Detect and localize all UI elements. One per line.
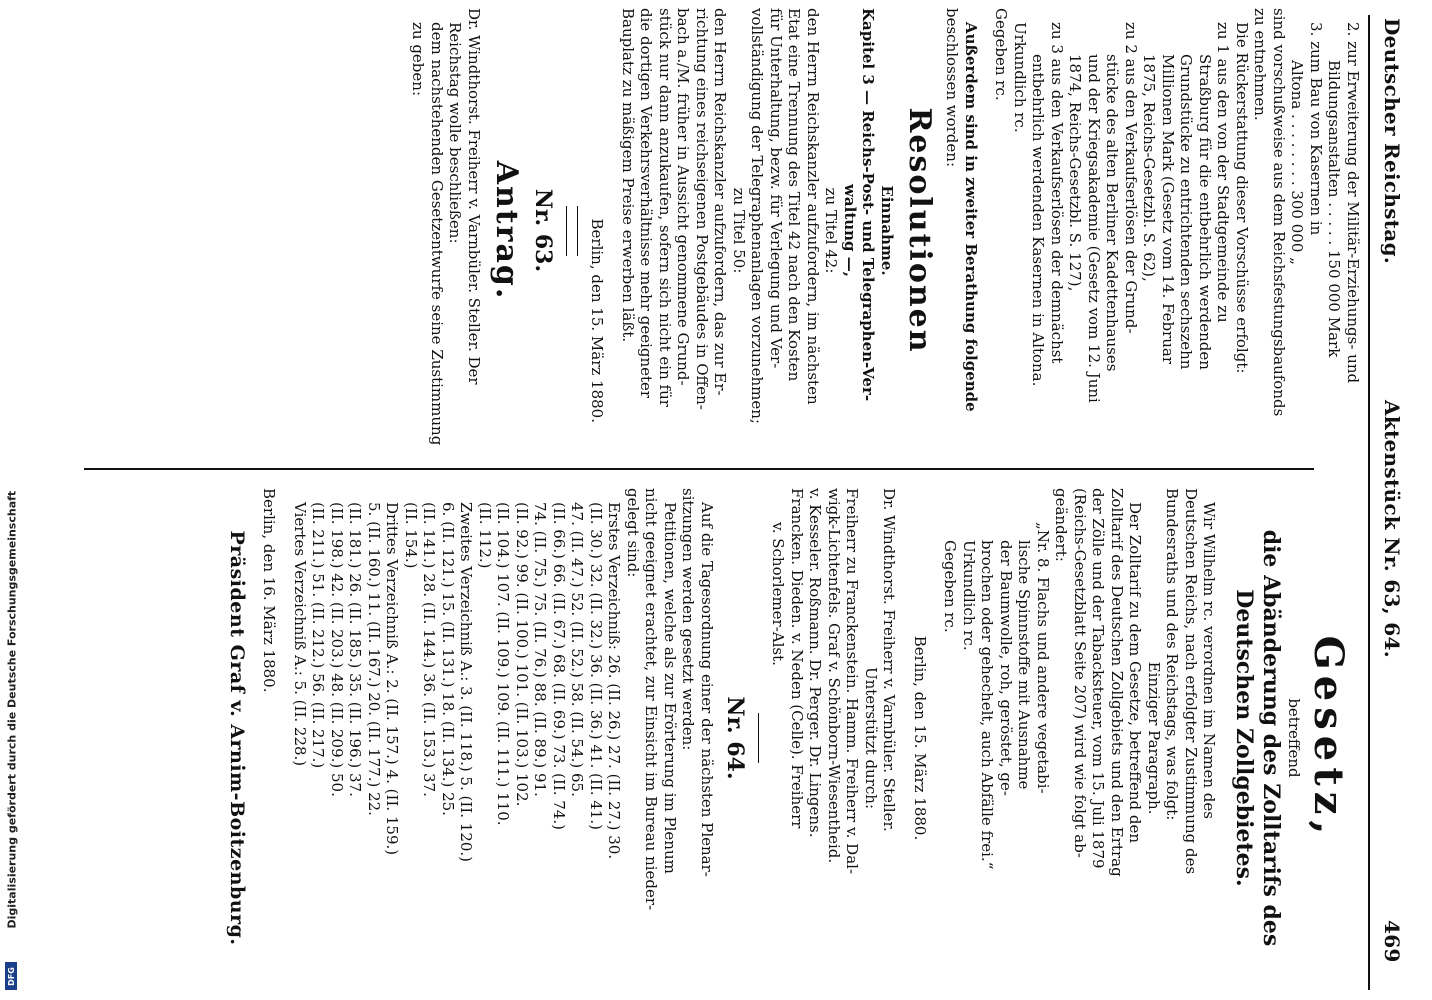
- text-line: brochen oder gehechelt, auch Abfälle frei.“: [978, 540, 997, 870]
- text-line: entbehrlich werdenden Kasernen in Altona.: [1029, 54, 1048, 387]
- text-line: (II. 30.) 32. (II. 32.) 36. (II. 36.) 41. (II. 41.): [587, 502, 605, 830]
- text-line: 6. (II. 121.) 15. (II. 131.) 18. (II. 134.) 25.: [439, 502, 457, 816]
- text-line: „Nr. 8. Flachs und andere vegetabi-: [1034, 522, 1052, 794]
- text-line: (II. 198.) 42. (II. 203.) 48. (II. 209.) 50.: [328, 502, 346, 797]
- column-divider: [84, 468, 1314, 470]
- text-line: Francken. Dieden. v. Neden (Celle). Freiherr: [788, 488, 806, 829]
- text-line: Urkundlich rc.: [1011, 22, 1029, 133]
- text-line: der Zölle und der Tabacksteuer, vom 15. Juli 1879: [1089, 488, 1108, 869]
- antrag-title: Antrag.: [489, 160, 524, 301]
- dfg-logo-icon: [5, 962, 17, 990]
- text-line: für Unterhaltung, bezw. für Verlegung und Ver-: [767, 8, 785, 369]
- text-line: Bildungsanstalten . . . . . 150 000 Mark: [1325, 60, 1344, 358]
- text-line: Viertes Verzeichniß A.: 5. (II. 228.): [291, 502, 309, 767]
- text-line: Gegeben rc.: [992, 8, 1011, 101]
- text-line: Altona . . . . . . . . 300 000 „: [1288, 60, 1307, 265]
- header-left: Deutscher Reichstag.: [1380, 18, 1404, 265]
- supported-by: Unterstützt durch:: [862, 666, 880, 810]
- text-line: stück nur dann anzukaufen, sofern sich nicht ein für: [656, 8, 674, 407]
- text-line: den Herrn Reichskanzler aufzufordern, das zur Er-: [711, 8, 730, 396]
- text-line: richtung eines reichseigenen Postgebäudes in Offen-: [693, 8, 711, 410]
- text-line: die dortigen Verkehrsverhältnisse mehr geeigneter: [637, 8, 656, 399]
- text-line: stücke des alten Berliner Kadettenhauses: [1103, 54, 1122, 372]
- signers: Dr. Windthorst. Freiherr v. Varnbüler. Steller.: [880, 488, 899, 832]
- text-line: (Reichs-Gesetzblatt Seite 207) wird wie folgt ab-: [1071, 488, 1089, 858]
- text-line: nicht geeignet erachtet, zur Einsicht im Bureau nieder-: [642, 488, 661, 911]
- president-signature: Präsident Graf v. Arnim-Boitzenburg.: [226, 530, 248, 946]
- text-line: vollständigung der Telegraphenanlagen vorzunehmen;: [748, 8, 767, 424]
- date-line: Berlin, den 16. März 1880.: [260, 488, 279, 693]
- text-line: Auf die Tagesordnung einer der nächsten Plenar-: [698, 502, 716, 877]
- text-line: Erstes Verzeichniß: 26. (II. 26.) 27. (II. 27.) 30.: [605, 502, 624, 860]
- text-line: Petitionen, welche als zur Erörterung im Plenum: [661, 502, 679, 874]
- text-line: lische Spinnstoffe mit Ausnahme: [1015, 540, 1034, 790]
- text-line: Gegeben rc.: [941, 540, 960, 633]
- text-line: (II. 104.) 107. (II. 109.) 109. (II. 111.) 110.: [494, 502, 513, 826]
- text-line: Etat eine Trennung des Titel 42 nach den Kosten: [785, 8, 804, 382]
- text-line: (II. 66.) 66. (II. 67.) 68. (II. 69.) 73. (II. 74.): [550, 502, 568, 830]
- titel-heading: zu Titel 42:: [822, 187, 841, 274]
- text-line: sind vorschußweise aus dem Reichsfestungsbaufonds: [1270, 8, 1288, 417]
- text-line: Millionen Mark (Gesetz vom 14. Februar: [1159, 54, 1177, 364]
- gesetz-title: Gesetz,: [1305, 635, 1352, 841]
- text-line: 3. zum Bau von Kasernen in: [1307, 22, 1325, 236]
- text-line: geändert:: [1052, 488, 1071, 562]
- text-line: bach a./M. früher in Aussicht genommene Grund-: [674, 8, 693, 386]
- gesetz-subtitle: betreffend: [1285, 698, 1303, 778]
- text-line: sitzungen werden gesetzt werden:: [679, 488, 698, 751]
- divider: [566, 206, 567, 256]
- text-line: Urkundlich rc.: [960, 540, 978, 651]
- text-line: wigk-Lichtenfels. Graf v. Schönborn-Wiesentheid.: [825, 488, 843, 864]
- text-line: Zolltarif des Deutschen Zollgebiets und den Ertrag: [1108, 488, 1126, 877]
- text-line: v. Schorlemer-Alst.: [769, 522, 788, 666]
- kapitel-heading: waltung —,: [841, 183, 859, 277]
- text-line: Bundesraths und des Reichstags, was folgt:: [1163, 488, 1182, 821]
- text-line: (II. 141.) 28. (II. 144.) 36. (II. 153.) 37.: [420, 502, 439, 797]
- text-line: v. Kesseler. Roßmann. Dr. Perger. Dr. Lingens.: [806, 488, 825, 838]
- page-number: 469: [1380, 920, 1404, 963]
- resolutionen-title: Resolutionen: [902, 107, 937, 354]
- gesetz-subtitle: Deutschen Zollgebietes.: [1231, 589, 1258, 887]
- text-line: zu 2 aus den Verkaufserlösen der Grund-: [1122, 22, 1140, 334]
- text-line: gelegt sind:: [624, 488, 642, 578]
- left-column: [409, 8, 1362, 453]
- text-line: (II. 92.) 99. (II. 100.) 101. (II. 103.) 102.: [513, 502, 531, 807]
- text-line: Bauplatz zu mäßigem Preise erwerben läßt.: [619, 8, 637, 343]
- divider: [577, 206, 578, 256]
- text-line: 1874, Reichs-Gesetzbl. S. 127),: [1066, 54, 1085, 292]
- text-line: Grundstücke zu entrichtenden sechszehn: [1177, 54, 1196, 370]
- text-line: 5. (II. 160.) 11. (II. 167.) 20. (II. 177.) 22.: [365, 502, 383, 816]
- text-line: Zweites Verzeichniß A.: 3. (II. 118.) 5. (II. 120.): [457, 502, 476, 863]
- gesetz-subtitle: die Abänderung des Zolltarifs des: [1258, 529, 1285, 947]
- einnahme-title: Einnahme.: [878, 185, 896, 276]
- text-line: Wir Wilhelm rc. verordnen im Namen des: [1200, 502, 1219, 819]
- text-line: (II. 181.) 26. (II. 185.) 35. (II. 196.) 37.: [346, 502, 365, 797]
- text-line: Deutschen Reichs, nach erfolgter Zustimmung des: [1182, 488, 1200, 875]
- text-line: 1875, Reichs-Gesetzbl. S. 62),: [1140, 54, 1159, 282]
- text-line: Die Rückerstattung dieser Vorschüsse erfolgt:: [1233, 22, 1251, 374]
- text-line: Dr. Windthorst. Freiherr v. Varnbüler. Steller. Der: [465, 8, 483, 385]
- text-line: den Herrn Reichskanzler aufzufordern, im nächsten: [804, 8, 822, 405]
- text-line: (II. 211.) 51. (II. 212.) 56. (II. 217.): [309, 502, 328, 769]
- dfg-logo-text: DFG: [6, 966, 16, 986]
- resolutions-intro: Außerdem sind in zweiter Berathung folgende: [962, 22, 980, 412]
- text-line: 47. (II. 47.) 52. (II. 52.) 58. (II. 54.) 65.: [568, 502, 587, 797]
- text-line: Reichstag wolle beschließen:: [446, 22, 465, 244]
- text-line: 74. (II. 75.) 75. (II. 76.) 88. (II. 89.) 91.: [531, 502, 550, 797]
- nr-64-title: Nr. 64.: [722, 696, 748, 780]
- header-rule: [1368, 15, 1370, 990]
- kapitel-heading: Kapitel 3 — Reichs-Post- und Telegraphen-Ver-: [859, 8, 878, 402]
- text-line: (II. 112.): [476, 502, 494, 569]
- date-line: Berlin, den 15. März 1880.: [911, 635, 929, 841]
- text-line: 2. zur Erweiterung der Militär-Erziehungs- und: [1344, 22, 1362, 384]
- text-line: Freiherr zu Franckenstein. Hamm. Freiherr v. Dal-: [843, 488, 862, 875]
- divider: [758, 713, 759, 763]
- titel-heading: zu Titel 50:: [730, 187, 748, 274]
- text-line: (II. 154.): [402, 502, 420, 569]
- header-center: Aktenstück Nr. 63, 64.: [1380, 400, 1404, 658]
- text-line: zu geben:: [409, 22, 428, 97]
- text-line: dem nachstehenden Gesetzentwurfe seine Zustimmung: [428, 22, 446, 446]
- digitization-footer: [0, 0, 40, 1000]
- text-line: Der Zolltarif zu dem Gesetze, betreffend den: [1126, 502, 1145, 843]
- text-line: beschlossen worden:: [943, 8, 962, 168]
- text-line: zu 1 aus den von der Stadtgemeinde zu: [1214, 22, 1233, 323]
- nr-63-title: Nr. 63.: [530, 188, 556, 273]
- text-line: zu 3 aus den Verkaufserlösen der demnächst: [1048, 22, 1066, 364]
- footer-credit: Digitalisierung gefördert durch die Deutsche Forschungsgemeinschaft: [5, 490, 19, 929]
- text-line: Drittes Verzeichniß A.: 2. (II. 157.) 4. (II. 159.): [383, 502, 402, 856]
- paragraph-title: Einziger Paragraph.: [1145, 661, 1163, 815]
- text-line: und der Kriegsakademie (Gesetz vom 12. Juni: [1085, 54, 1103, 403]
- text-line: der Baumwolle, roh, geröstet, ge-: [997, 540, 1015, 796]
- date-line: Berlin, den 15. März 1880.: [588, 218, 607, 423]
- right-column: [226, 488, 1362, 988]
- text-line: zu entnehmen.: [1251, 8, 1270, 121]
- text-line: Straßburg für die entbehrlich werdenden: [1196, 54, 1214, 370]
